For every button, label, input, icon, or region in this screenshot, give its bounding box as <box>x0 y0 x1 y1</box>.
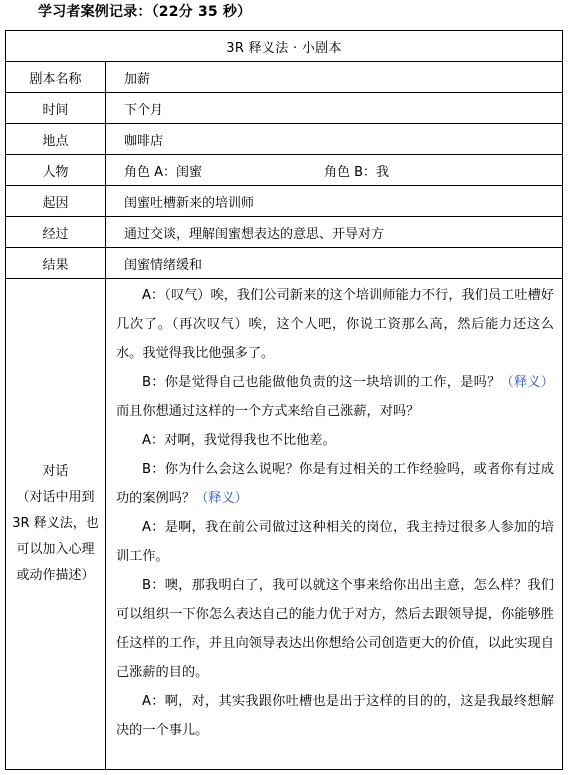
dialog-line: A：是啊，我在前公司做过这种相关的岗位，我主持过很多人参加的培训工作。 <box>116 520 554 564</box>
row-value-script-name: 加薪 <box>106 62 563 93</box>
case-record-heading: 学习者案例记录：（22分 35 秒） <box>38 4 252 20</box>
table-row <box>6 155 563 186</box>
table-row <box>6 186 563 217</box>
dialog-line: A：对啊，我觉得我也不比他差。 <box>142 433 336 448</box>
script-table <box>5 30 563 770</box>
row-value-result: 闺蜜情绪缓和 <box>106 248 563 279</box>
row-value-characters <box>106 155 563 186</box>
dialog-line: A：啊，对，其实我跟你吐槽也是出于这样的目的的，这是我最终想解决的一个事儿。 <box>116 694 554 738</box>
table-row <box>6 62 563 93</box>
row-value-process: 通过交谈，理解闺蜜想表达的意思、开导对方 <box>106 217 563 248</box>
table-row <box>6 93 563 124</box>
role-b: 角色 B：我 <box>324 164 390 180</box>
row-label-characters: 人物 <box>6 155 106 186</box>
table-row <box>6 124 563 155</box>
row-label-place: 地点 <box>6 124 106 155</box>
dialog-line: A：（叹气）唉，我们公司新来的这个培训师能力不行，我们员工吐槽好几次了。（再次叹气）唉，这个人吧，你说工资那么高，然后能力还这么水。我觉得我比他强多了。 <box>116 288 554 361</box>
dialog-line: B：你为什么会这么说呢？你是有过相关的工作经验吗，或者你有过成功的案例吗？（释义） <box>116 462 554 506</box>
paraphrase-note: （释义） <box>500 375 554 390</box>
table-row-dialog <box>6 279 563 770</box>
dialog-line: B：噢，那我明白了，我可以就这个事来给你出出主意，怎么样？我们可以组织一下你怎么表达自己的能力优于对方，然后去跟领导提，你能够胜任这样的工作，并且向领导表达出你想给公司创造更大的价值，以此实现自己涨薪的目的。 <box>116 578 554 680</box>
row-label-process: 经过 <box>6 217 106 248</box>
dialog-content <box>106 279 563 770</box>
role-a: 角色 A：闺蜜 <box>124 164 203 180</box>
row-value-place: 咖啡店 <box>106 124 563 155</box>
row-label-cause: 起因 <box>6 186 106 217</box>
table-title: 3R 释义法 · 小剧本 <box>6 31 563 62</box>
dialog-label: 对话 （对话中用到 3R 释义法，也可以加入心理或动作描述） <box>6 279 106 770</box>
row-label-script-name: 剧本名称 <box>6 62 106 93</box>
row-label-result: 结果 <box>6 248 106 279</box>
dialog-line: B：你是觉得自己也能做他负责的这一块培训的工作，是吗？（释义）而且你想通过这样的一个方式来给自己涨薪，对吗？ <box>116 375 554 419</box>
table-row <box>6 217 563 248</box>
paraphrase-note: （释义） <box>195 491 248 506</box>
row-value-cause: 闺蜜吐槽新来的培训师 <box>106 186 563 217</box>
table-row <box>6 248 563 279</box>
row-label-time: 时间 <box>6 93 106 124</box>
row-value-time: 下个月 <box>106 93 563 124</box>
